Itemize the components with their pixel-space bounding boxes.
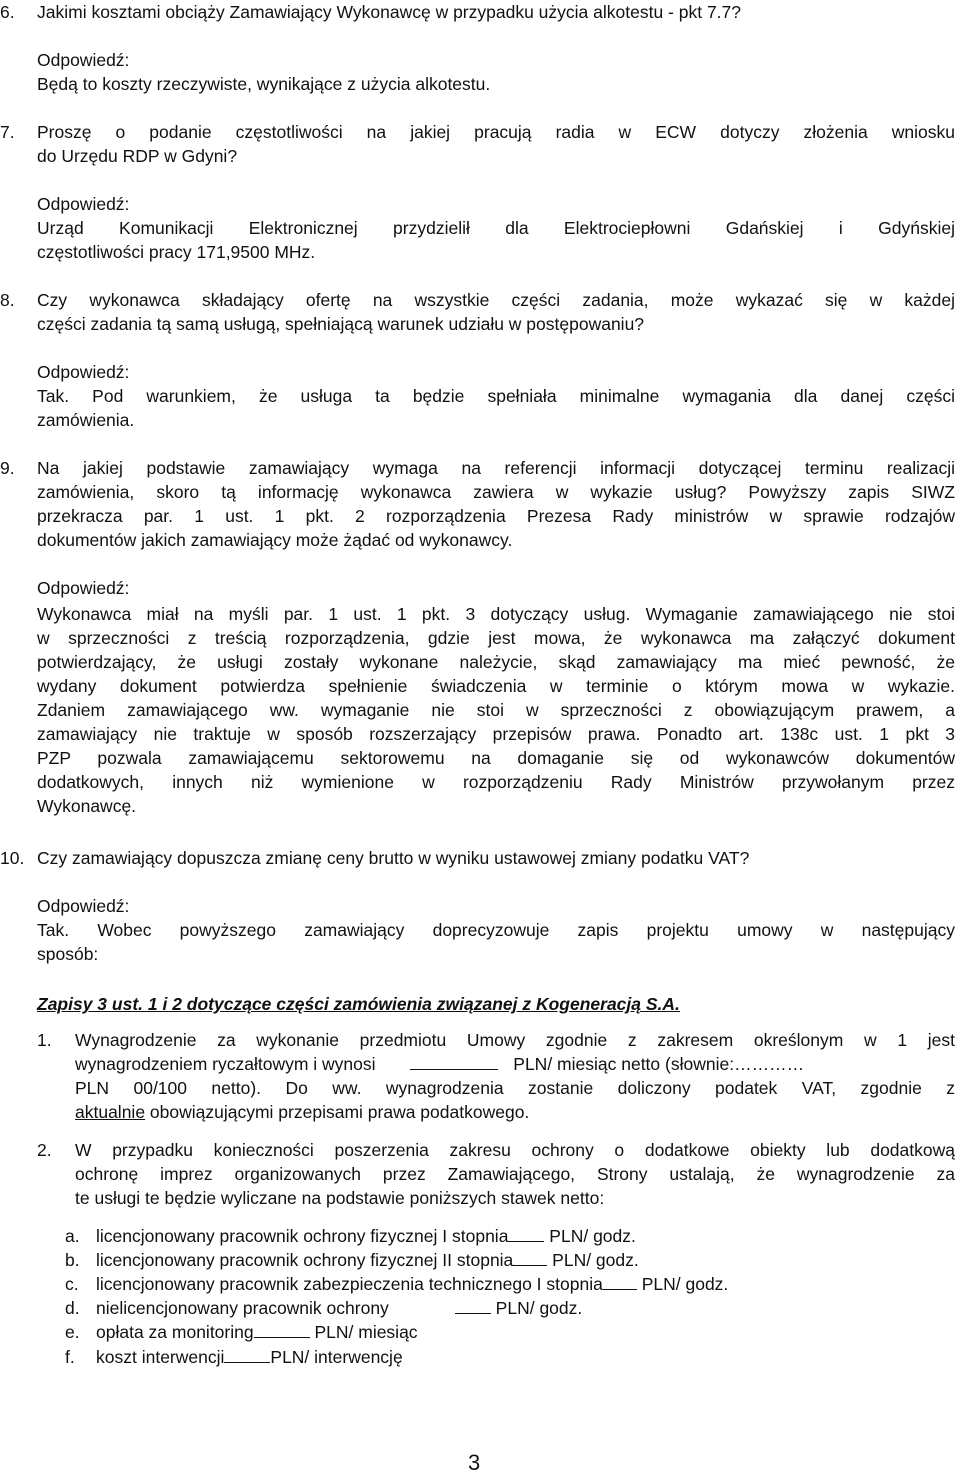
clause-heading: Zapisy 3 ust. 1 i 2 dotyczące części zamówienia związanej z Kogeneracją S.A. (37, 994, 680, 1014)
rate-e-unit: PLN/ miesiąc (309, 1322, 418, 1342)
q9-answer-line-9: Wykonawcę. (37, 796, 137, 816)
q10-answer-line-2: sposób: (37, 944, 99, 964)
rate-b (96, 1248, 639, 1272)
q8-answer-line-2: zamówienia. (37, 410, 135, 430)
q9-answer-line-2: w sprzeczności z treścią rozporządzenia, gdzie jest mowa, że wykonawca ma załączyć dokument (37, 628, 955, 648)
item2-line-1: W przypadku konieczności poszerzenia zakresu ochrony o dodatkowe obiekty lub dodatkową (75, 1140, 955, 1160)
q9-answer-line-6: zamawiający nie traktuje w sposób rozszerzający przepisów prawa. Ponadto art. 138c ust. 1 pkt 3 (37, 724, 955, 744)
q9-number: 9. (0, 458, 15, 478)
rate-f (96, 1345, 403, 1369)
rate-a-letter: a. (65, 1226, 80, 1246)
rate-d-text: nielicencjonowany pracownik ochrony (96, 1298, 389, 1318)
q9-answer-label: Odpowiedź: (37, 578, 130, 598)
rate-b-letter: b. (65, 1250, 80, 1270)
item1-line-2-text: wynagrodzeniem ryczałtowym i wynosi (75, 1054, 376, 1074)
amount-blank (410, 1052, 498, 1070)
q6-question: Jakimi kosztami obciąży Zamawiający Wykonawcę w przypadku użycia alkotestu - pkt 7.7? (37, 2, 741, 22)
rate-d-unit: PLN/ godz. (490, 1298, 583, 1318)
q7-answer-line-2: częstotliwości pracy 171,9500 MHz. (37, 242, 316, 262)
item1-line-3: PLN 00/100 netto). Do ww. wynagrodzenia zostanie doliczony podatek VAT, zgodnie z (75, 1078, 955, 1098)
q9-answer-line-8: dodatkowych, innych niż wymienione w rozporządzeniu Rady Ministrów przywołanym przez (37, 772, 955, 792)
q7-question-line-1: Proszę o podanie częstotliwości na jakiej pracują radia w ECW dotyczy złożenia wniosku (37, 122, 955, 142)
q9-answer-line-1: Wykonawca miał na myśli par. 1 ust. 1 pkt. 3 dotyczący usług. Wymaganie zamawiającego nie stoi (37, 604, 955, 624)
rate-c-letter: c. (65, 1274, 79, 1294)
item2-line-3: te usługi te będzie wyliczane na podstawie poniższych stawek netto: (75, 1188, 605, 1208)
q9-question-line-1: Na jakiej podstawie zamawiający wymaga na referencji informacji dotyczącej terminu realizacji (37, 458, 955, 478)
rate-a-unit: PLN/ godz. (544, 1226, 636, 1246)
rate-d-blank (455, 1296, 491, 1314)
q10-answer-label: Odpowiedź: (37, 896, 130, 916)
item1-line-2 (75, 1052, 955, 1076)
q7-number: 7. (0, 122, 15, 142)
item2-number: 2. (37, 1140, 52, 1160)
q8-question-line-1: Czy wykonawca składający ofertę na wszystkie części zadania, może wykazać się w każdej (37, 290, 955, 310)
q6-answer-label: Odpowiedź: (37, 50, 130, 70)
rate-b-text: licencjonowany pracownik ochrony fizycznej II stopnia (96, 1250, 514, 1270)
rate-c-blank (603, 1272, 637, 1290)
item1-line-2-unit: PLN/ miesiąc netto (słownie:………… (513, 1054, 805, 1074)
rate-e-blank (254, 1320, 310, 1338)
q9-question-line-2: zamówienia, skoro tą informację wykonawca zawiera w wykazie usług? Powyższy zapis SIWZ (37, 482, 955, 502)
rate-f-letter: f. (65, 1347, 75, 1367)
q7-answer-line-1: Urząd Komunikacji Elektronicznej przydzielił dla Elektrociepłowni Gdańskiej i Gdyńskiej (37, 218, 955, 238)
q8-number: 8. (0, 290, 15, 310)
q9-answer-line-7: PZP pozwala zamawiającemu sektorowemu na domaganie się od wykonawców dokumentów (37, 748, 955, 768)
q10-number: 10. (0, 848, 25, 868)
rate-e-letter: e. (65, 1322, 80, 1342)
q8-answer-label: Odpowiedź: (37, 362, 130, 382)
rate-f-unit: PLN/ interwencję (270, 1347, 403, 1367)
q9-question-line-3: przekracza par. 1 ust. 1 pkt. 2 rozporządzenia Prezesa Rady ministrów w sprawie rodzajów (37, 506, 955, 526)
rate-b-blank (513, 1248, 547, 1266)
rate-e-text: opłata za monitoring (96, 1322, 254, 1342)
q9-question-line-4: dokumentów jakich zamawiający może żądać od wykonawcy. (37, 530, 513, 550)
rate-b-unit: PLN/ godz. (547, 1250, 639, 1270)
item1-number: 1. (37, 1030, 52, 1050)
rate-c-unit: PLN/ godz. (636, 1274, 729, 1294)
q8-answer-line-1: Tak. Pod warunkiem, że usługa ta będzie spełniała minimalne wymagania dla danej części (37, 386, 955, 406)
q7-answer-label: Odpowiedź: (37, 194, 130, 214)
q10-answer-line-1: Tak. Wobec powyższego zamawiający doprecyzowuje zapis projektu umowy w następujący (37, 920, 955, 940)
rate-c (96, 1272, 728, 1296)
q9-answer-line-3: potwierdzający, że usługi zostały wykonane należycie, skąd zamawiający ma mieć pewność, że (37, 652, 955, 672)
q9-answer-line-4: wydany dokument potwierdza spełnienie świadczenia w terminie o którym mowa w wykazie. (37, 676, 955, 696)
rate-d-letter: d. (65, 1298, 80, 1318)
rate-f-blank (224, 1345, 270, 1363)
item1-line-4-text: obowiązującymi przepisami prawa podatkowego. (145, 1102, 530, 1122)
item1-line-4 (75, 1100, 529, 1124)
rate-f-text: koszt interwencji (96, 1347, 225, 1367)
item2-line-2: ochronę imprez organizowanych przez Zamawiającego, Strony ustalają, że wynagrodzenie za (75, 1164, 955, 1184)
q6-number: 6. (0, 2, 15, 22)
rate-a-blank (508, 1224, 544, 1242)
rate-a (96, 1224, 636, 1248)
rate-e (96, 1320, 418, 1344)
q6-answer: Będą to koszty rzeczywiste, wynikające z użycia alkotestu. (37, 74, 491, 94)
rate-c-text: licencjonowany pracownik zabezpieczenia technicznego I stopnia (96, 1274, 603, 1294)
q10-question: Czy zamawiający dopuszcza zmianę ceny brutto w wyniku ustawowej zmiany podatku VAT? (37, 848, 750, 868)
q7-question-line-2: do Urzędu RDP w Gdyni? (37, 146, 238, 166)
page-number: 3 (468, 1450, 481, 1475)
q9-answer-line-5: Zdaniem zamawiającego ww. wymaganie nie stoi w sprzeczności z obowiązującym prawem, a (37, 700, 955, 720)
rate-a-text: licencjonowany pracownik ochrony fizycznej I stopnia (96, 1226, 509, 1246)
rate-d (96, 1296, 582, 1320)
item1-underlined-word: aktualnie (75, 1102, 146, 1122)
q8-question-line-2: części zadania tą samą usługą, spełniającą warunek udziału w postępowaniu? (37, 314, 645, 334)
item1-line-1: Wynagrodzenie za wykonanie przedmiotu Umowy zgodnie z zakresem określonym w 1 jest (75, 1030, 955, 1050)
